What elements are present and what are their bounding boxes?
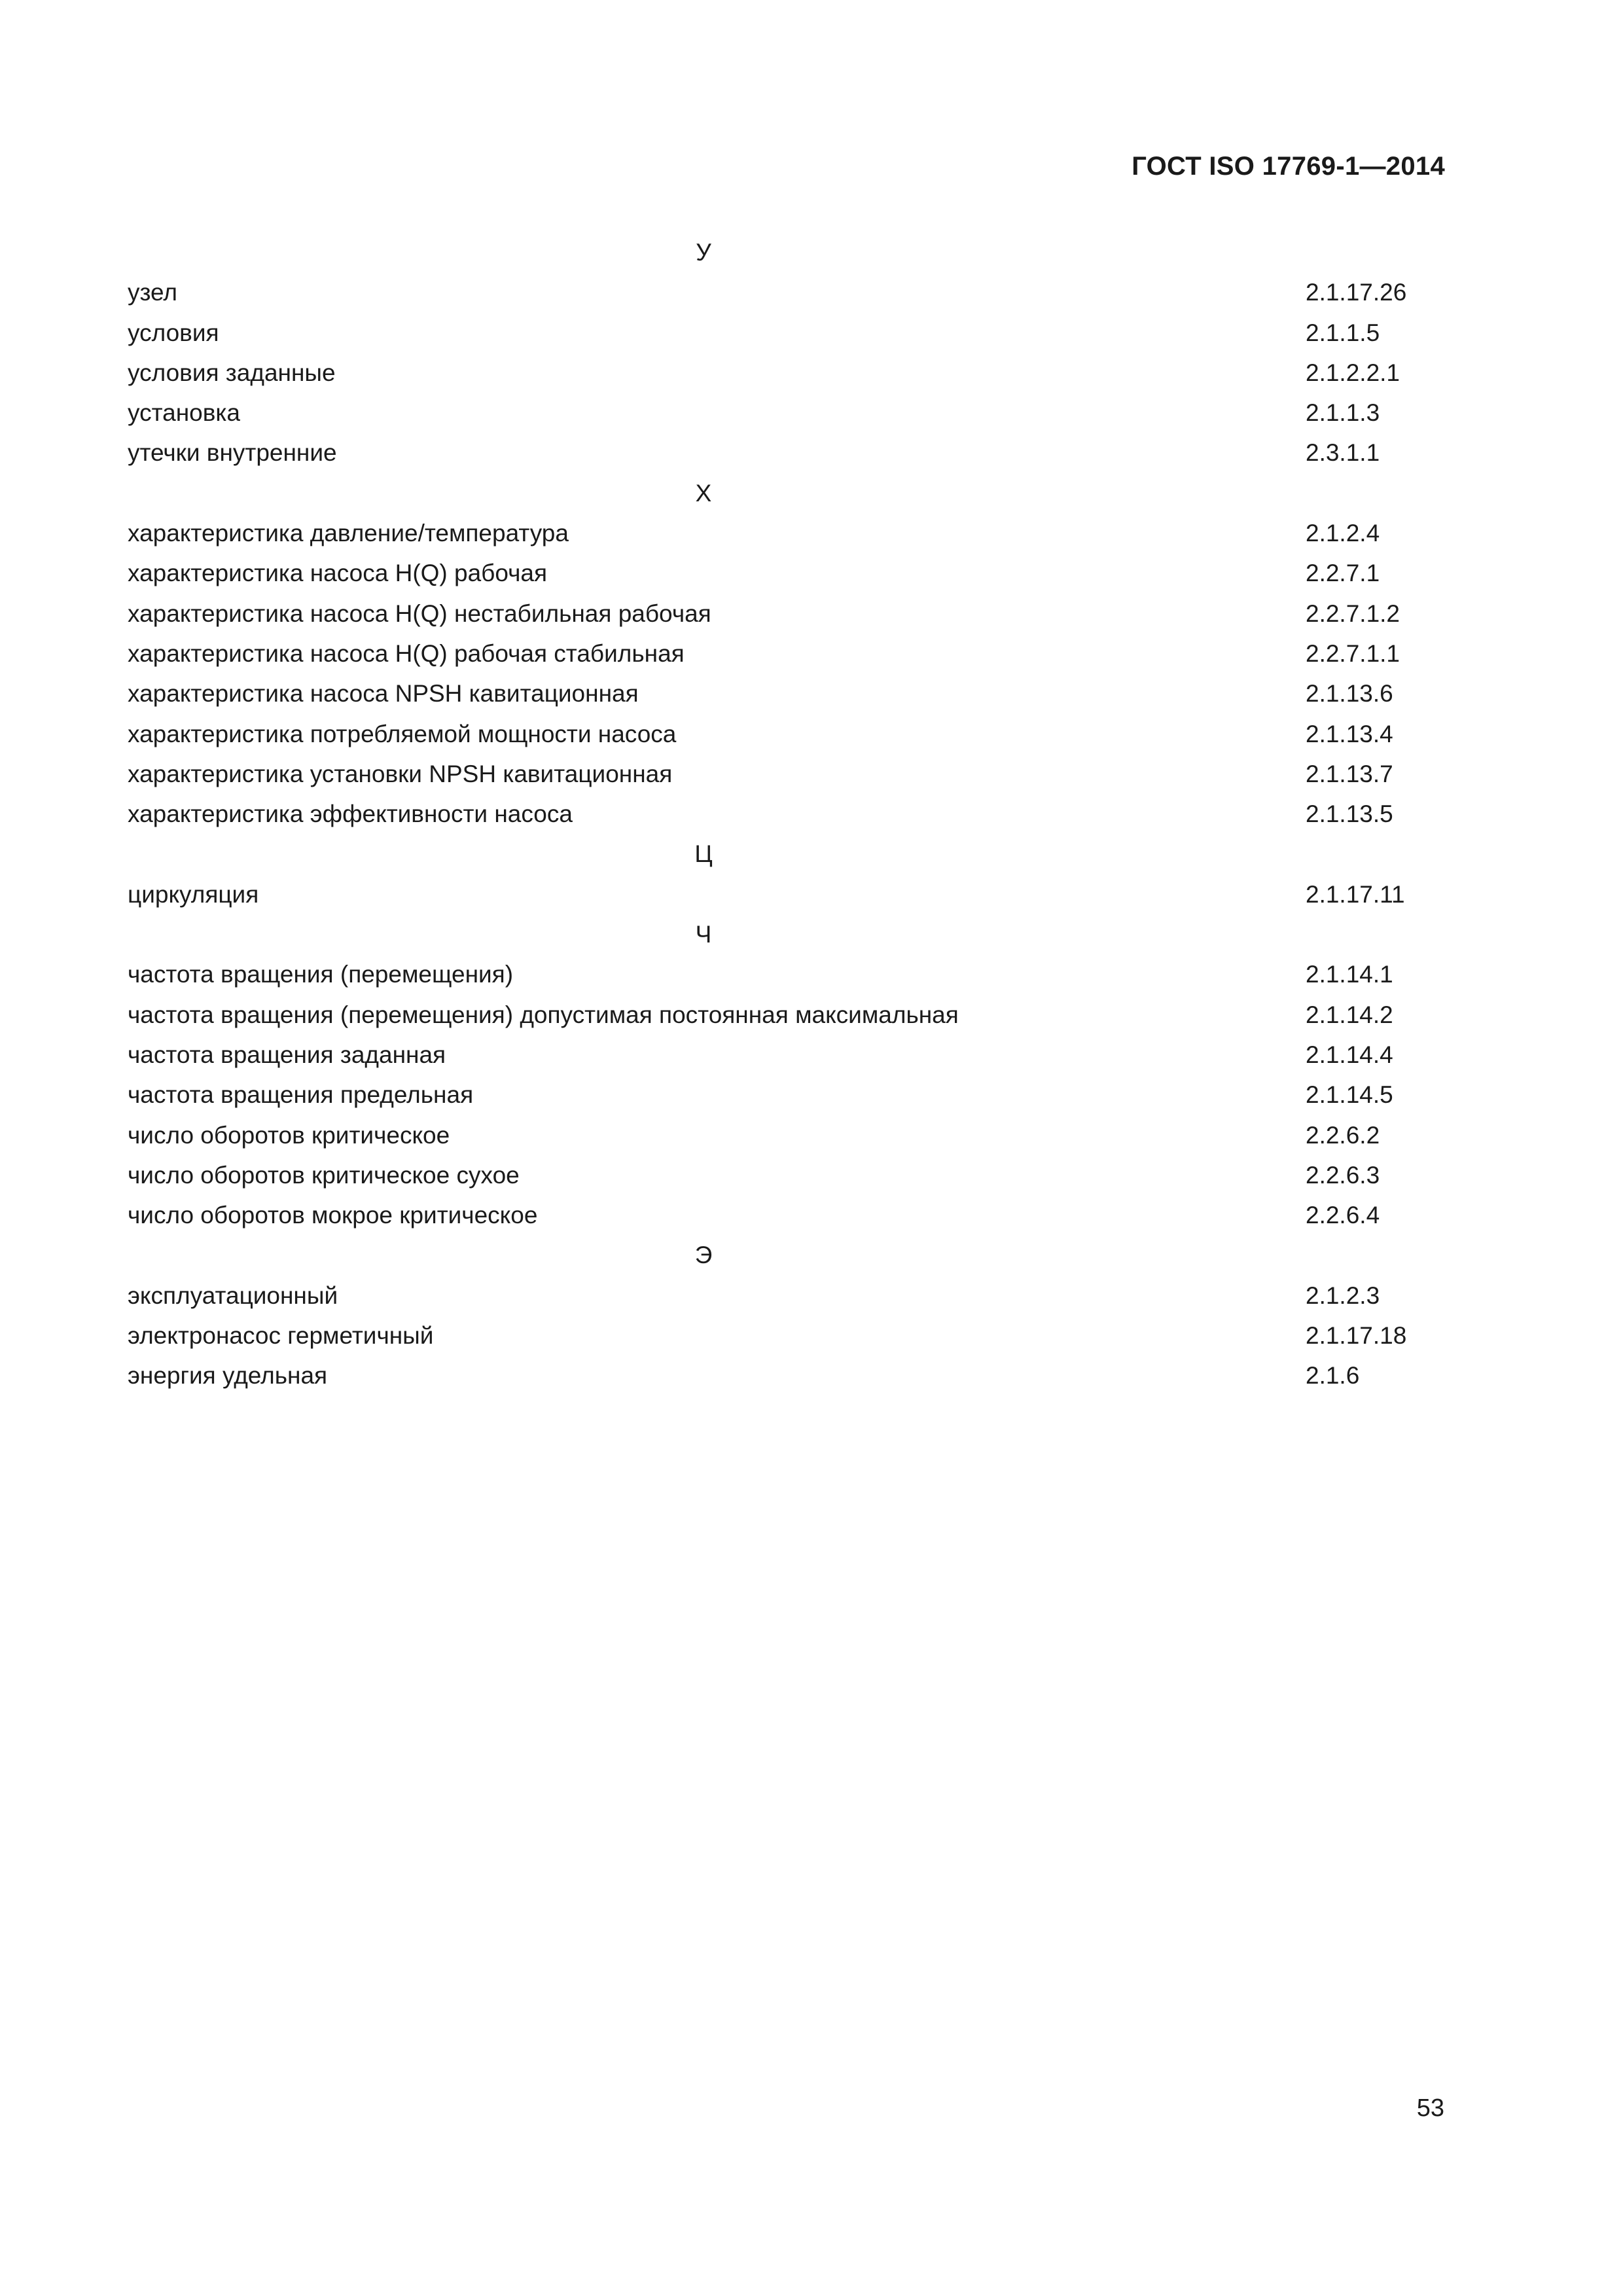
index-term: число оборотов мокрое критическое <box>128 1202 538 1229</box>
index-term: частота вращения заданная <box>128 1041 446 1068</box>
index-term: энергия удельная <box>128 1362 328 1390</box>
index-reference: 2.1.6 <box>1306 1362 1360 1390</box>
index-letter: Х <box>695 479 712 507</box>
index-reference: 2.1.2.4 <box>1306 520 1380 547</box>
index-term: условия <box>128 319 219 346</box>
index-term: установка <box>128 399 240 427</box>
index-term: характеристика насоса H(Q) нестабильная рабочая <box>128 600 711 627</box>
index-reference: 2.2.6.4 <box>1306 1202 1380 1229</box>
index-entry <box>128 634 1446 673</box>
index-entry <box>128 874 1446 914</box>
index-reference: 2.3.1.1 <box>1306 439 1380 467</box>
index-term: частота вращения (перемещения) допустимая постоянная максимальная <box>128 1001 959 1028</box>
index-letter: У <box>696 239 711 266</box>
index-entry <box>128 1035 1446 1075</box>
index-reference: 2.1.13.7 <box>1306 760 1393 787</box>
index-reference: 2.1.17.26 <box>1306 279 1407 306</box>
index-reference: 2.1.13.6 <box>1306 680 1393 708</box>
index-reference: 2.1.13.5 <box>1306 800 1393 828</box>
index-reference: 2.1.17.18 <box>1306 1322 1407 1350</box>
index-term: характеристика насоса NPSH кавитационная <box>128 680 639 708</box>
index-term: частота вращения предельная <box>128 1081 474 1109</box>
index-entry <box>128 1075 1446 1115</box>
index-term: характеристика установки NPSH кавитационная <box>128 760 673 787</box>
index-reference: 2.1.14.1 <box>1306 961 1393 988</box>
index-reference: 2.1.1.5 <box>1306 319 1380 346</box>
index-reference: 2.1.1.3 <box>1306 399 1380 427</box>
index-entry <box>128 594 1446 634</box>
index-term: частота вращения (перемещения) <box>128 961 514 988</box>
index-entry <box>128 393 1446 433</box>
index-entry <box>128 1316 1446 1355</box>
index-entry <box>128 1195 1446 1235</box>
index-term: электронасос герметичный <box>128 1322 434 1350</box>
index-reference: 2.1.17.11 <box>1306 880 1405 908</box>
index-entry <box>128 313 1446 353</box>
index-entry <box>128 954 1446 994</box>
index-reference: 2.2.6.3 <box>1306 1161 1380 1189</box>
index-reference: 2.1.14.2 <box>1306 1001 1393 1028</box>
index-letter-row <box>128 1235 1446 1275</box>
index-term: характеристика давление/температура <box>128 520 569 547</box>
index-letter-row <box>128 914 1446 954</box>
index-reference: 2.2.7.1.2 <box>1306 600 1400 627</box>
index-term: циркуляция <box>128 880 259 908</box>
index-letter: Ч <box>695 921 712 948</box>
index-entry <box>128 794 1446 834</box>
index-reference: 2.2.7.1 <box>1306 560 1380 587</box>
index-term: характеристика насоса H(Q) рабочая стабильная <box>128 639 685 667</box>
index-entry <box>128 1276 1446 1316</box>
index-term: условия заданные <box>128 359 336 386</box>
index-entry <box>128 673 1446 713</box>
index-letter-row <box>128 834 1446 874</box>
alphabetical-index <box>128 232 1446 1396</box>
index-term: характеристика эффективности насоса <box>128 800 573 828</box>
index-entry <box>128 1355 1446 1395</box>
index-term: число оборотов критическое сухое <box>128 1161 520 1189</box>
index-term: характеристика насоса H(Q) рабочая <box>128 560 548 587</box>
index-letter: Э <box>694 1242 713 1269</box>
index-term: характеристика потребляемой мощности насоса <box>128 720 677 747</box>
index-entry <box>128 995 1446 1035</box>
index-entry <box>128 754 1446 794</box>
index-reference: 2.1.13.4 <box>1306 720 1393 747</box>
index-reference: 2.1.2.3 <box>1306 1282 1380 1309</box>
document-header: ГОСТ ISO 17769-1—2014 <box>1132 152 1445 181</box>
index-letter-row <box>128 473 1446 513</box>
index-reference: 2.1.14.4 <box>1306 1041 1393 1068</box>
index-entry <box>128 714 1446 754</box>
index-reference: 2.1.2.2.1 <box>1306 359 1400 386</box>
index-letter: Ц <box>694 840 713 868</box>
index-reference: 2.2.7.1.1 <box>1306 639 1400 667</box>
index-entry <box>128 513 1446 553</box>
index-term: число оборотов критическое <box>128 1121 450 1149</box>
index-entry <box>128 553 1446 593</box>
index-entry <box>128 353 1446 393</box>
index-entry <box>128 1115 1446 1155</box>
index-reference: 2.1.14.5 <box>1306 1081 1393 1109</box>
index-entry <box>128 1155 1446 1195</box>
index-term: утечки внутренние <box>128 439 337 467</box>
page-number: 53 <box>1416 2094 1444 2122</box>
index-entry <box>128 433 1446 473</box>
index-entry <box>128 272 1446 312</box>
index-term: узел <box>128 279 177 306</box>
index-letter-row <box>128 232 1446 272</box>
index-term: эксплуатационный <box>128 1282 338 1309</box>
index-reference: 2.2.6.2 <box>1306 1121 1380 1149</box>
